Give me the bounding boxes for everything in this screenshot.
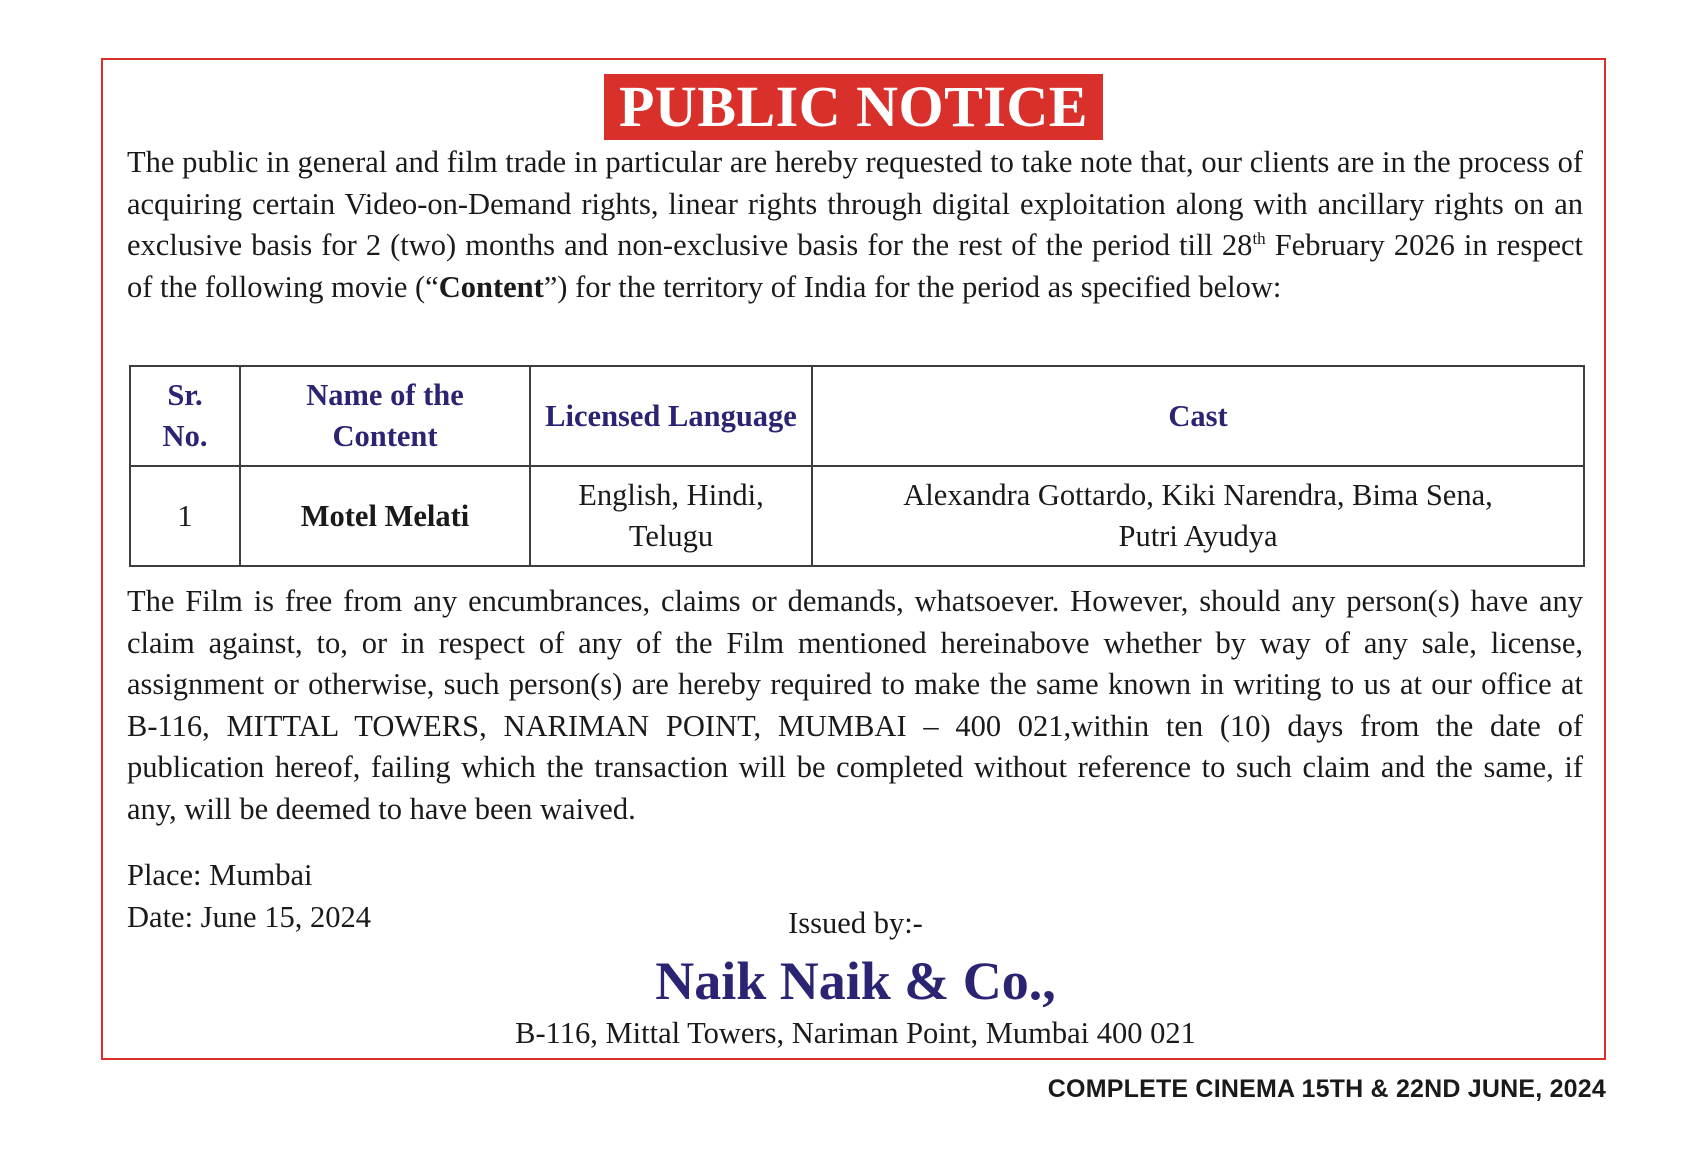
intro-text-c: ”) for the territory of India for the period as specified below: xyxy=(543,269,1282,304)
content-table xyxy=(129,365,1585,567)
header-licensed-language: Licensed Language xyxy=(530,366,812,466)
title-wrap xyxy=(103,74,1604,140)
cell-sr: 1 xyxy=(130,466,240,566)
claims-paragraph: The Film is free from any encumbrances, claims or demands, whatsoever. However, should any person(s) have any claim against, to, or in respect of any of the Film mentioned hereinabove whether by way of any sale, license, assignment or otherwise, such person(s) are hereby required to make the same known in writing to us at our office at B-116, MITTAL TOWERS, NARIMAN POINT, MUMBAI – 400 021,within ten (10) days from the date of publication hereof, failing which the transaction will be completed without reference to such claim and the same, if any, will be deemed to have been waived. xyxy=(127,584,1583,826)
intro-text-b: February 2026 in respect of the following movie (“ xyxy=(127,228,1584,304)
issued-by: Issued by:- xyxy=(788,906,923,940)
notice-title: PUBLIC NOTICE xyxy=(604,74,1103,140)
notice-frame xyxy=(101,58,1606,1060)
cell-cast: Alexandra Gottardo, Kiki Narendra, Bima Sena, Putri Ayudya xyxy=(812,466,1584,566)
intro-bold-word: Content xyxy=(438,269,544,304)
intro-paragraph xyxy=(127,142,1583,308)
header-sr-no: Sr. No. xyxy=(130,366,240,466)
header-content-name: Name of the Content xyxy=(240,366,530,466)
place-line: Place: Mumbai xyxy=(127,858,313,892)
table-header-row xyxy=(130,366,1584,466)
cell-content-name: Motel Melati xyxy=(240,466,530,566)
date-line: Date: June 15, 2024 xyxy=(127,899,371,934)
firm-address: B-116, Mittal Towers, Nariman Point, Mumbai 400 021 xyxy=(515,1016,1196,1050)
intro-text-a: The public in general and film trade in particular are hereby requested to take note that, our clients are in the process of acquiring certain Video-on-Demand rights, linear rights through digital exploitation along with ancillary rights on an exclusive basis for 2 (two) months and non-exclusive basis for the rest of the period till 28 xyxy=(127,145,1583,262)
firm-name: Naik Naik & Co., xyxy=(655,951,1056,1011)
cell-language: English, Hindi, Telugu xyxy=(530,466,812,566)
intro-superscript: th xyxy=(1252,228,1266,248)
publication-credit: COMPLETE CINEMA 15TH & 22ND JUNE, 2024 xyxy=(1047,1075,1606,1103)
header-cast: Cast xyxy=(812,366,1584,466)
table-row xyxy=(130,466,1584,566)
